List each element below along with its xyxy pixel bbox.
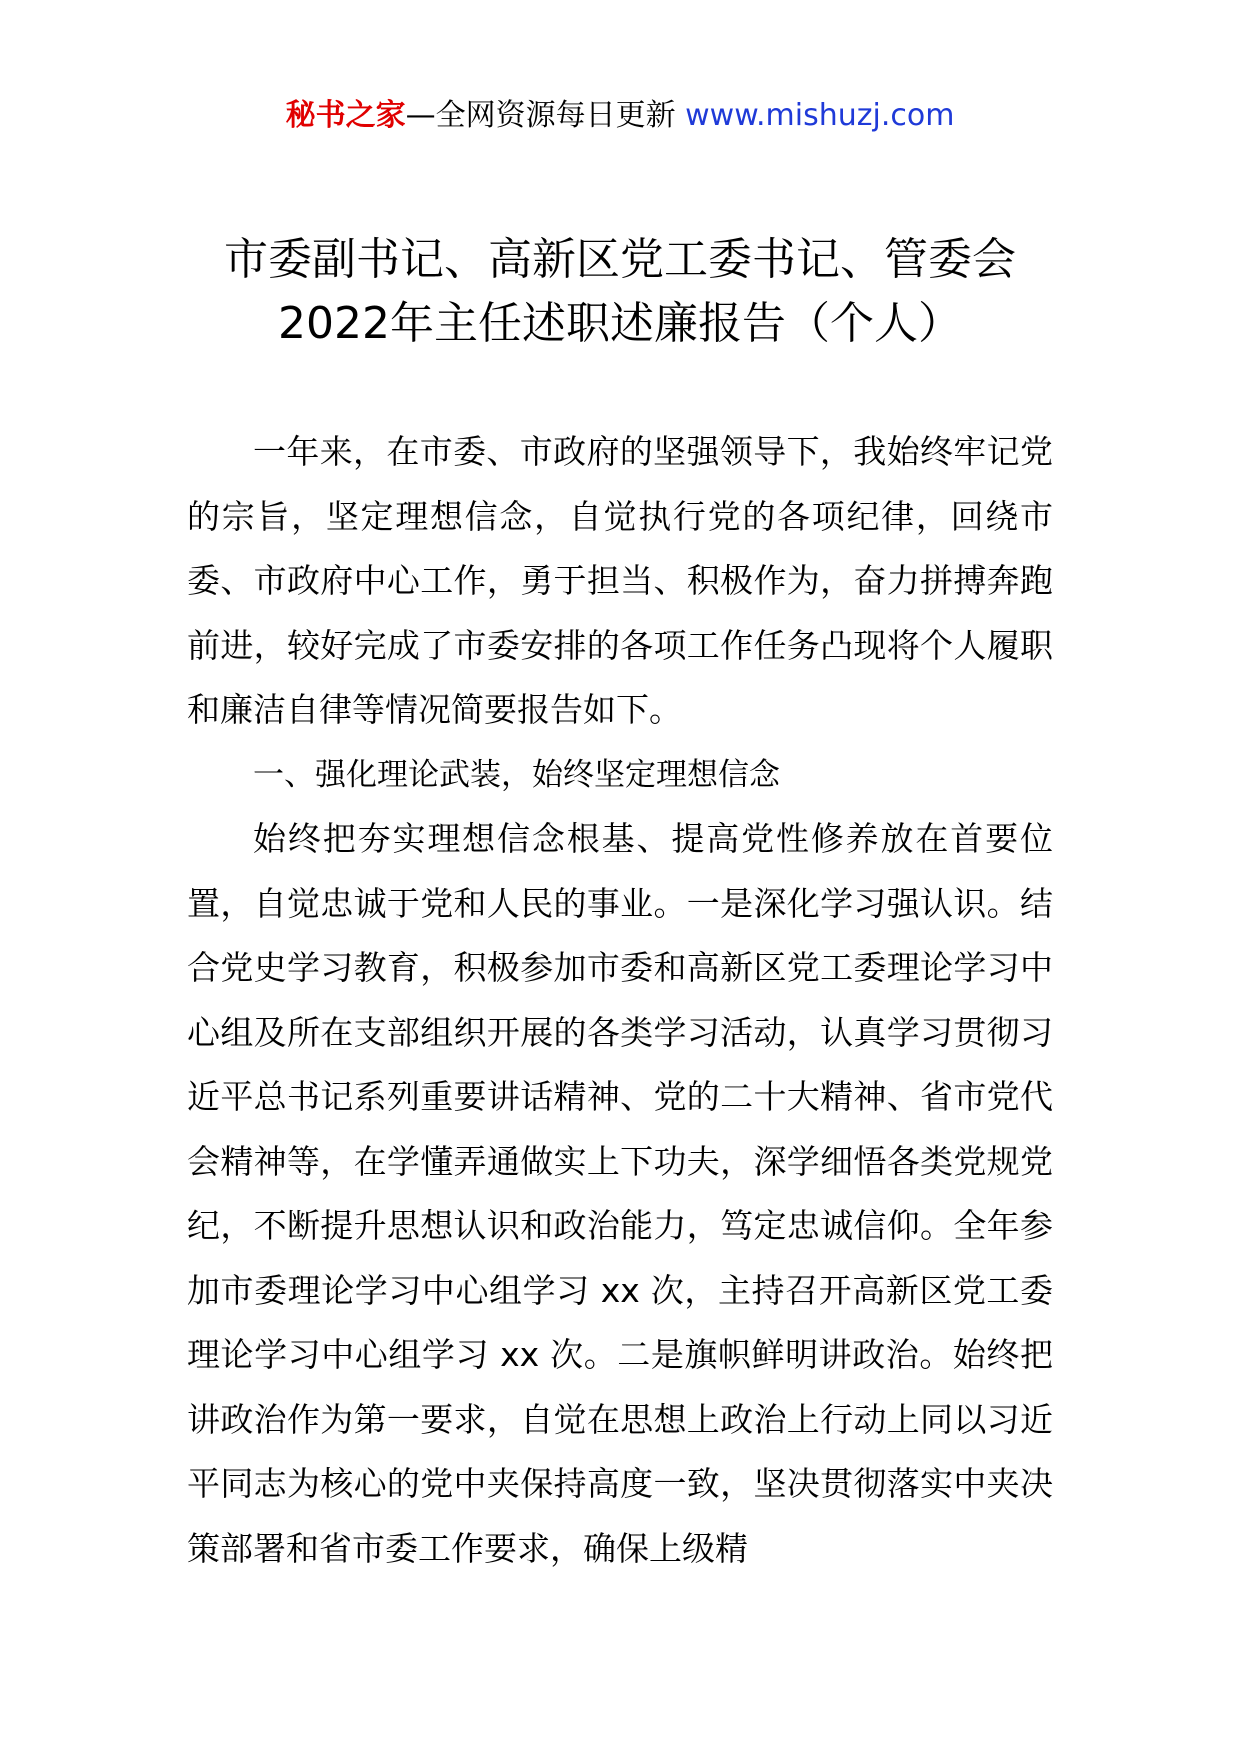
section-heading: 一、强化理论武装，始终坚定理想信念	[253, 756, 780, 793]
intro-paragraph: 一年来，在市委、市政府的坚强领导下，我始终牢记党的宗旨，坚定理想信念，自觉执行党的各项纪律，回绕市委、市政府中心工作，勇于担当、积极作为，奋力拼搏奔跑前进，较好完成了市委安排的各项工作任务凸现将个人履职和廉洁自律等情况简要报告如下。	[187, 432, 1053, 729]
title-line-1: 市委副书记、高新区党工委书记、管委会	[224, 234, 1016, 285]
document-title	[0, 228, 1240, 356]
site-header	[0, 96, 1240, 136]
section-paragraph: 始终把夯实理想信念根基、提高党性修养放在首要位置，自觉忠诚于党和人民的事业。一是深化学习强认识。结合党史学习教育，积极参加市委和高新区党工委理论学习中心组及所在支部组织开展的各类学习活动，认真学习贯彻习近平总书记系列重要讲话精神、党的二十大精神、省市党代会精神等，在学懂弄通做实上下功夫，深学细悟各类党规党纪，不断提升思想认识和政治能力，笃定忠诚信仰。全年参加市委理论学习中心组学习 xx 次，主持召开高新区党工委理论学习中心组学习 xx 次。二是旗帜鲜明讲政治。始终把讲政治作为第一要求，自觉在思想上政治上行动上同以习近平同志为核心的党中夹保持高度一致，坚决贯彻落实中夹决策部署和省市委工作要求，确保上级精	[187, 819, 1053, 1568]
site-url-link[interactable]: www.mishuzj.com	[685, 98, 955, 133]
brand-name: 秘书之家	[285, 98, 406, 133]
header-tagline: —全网资源每日更新	[405, 98, 676, 133]
title-line-2: 2022年主任述职述廉报告（个人）	[278, 298, 962, 349]
document-body	[187, 420, 1053, 1581]
